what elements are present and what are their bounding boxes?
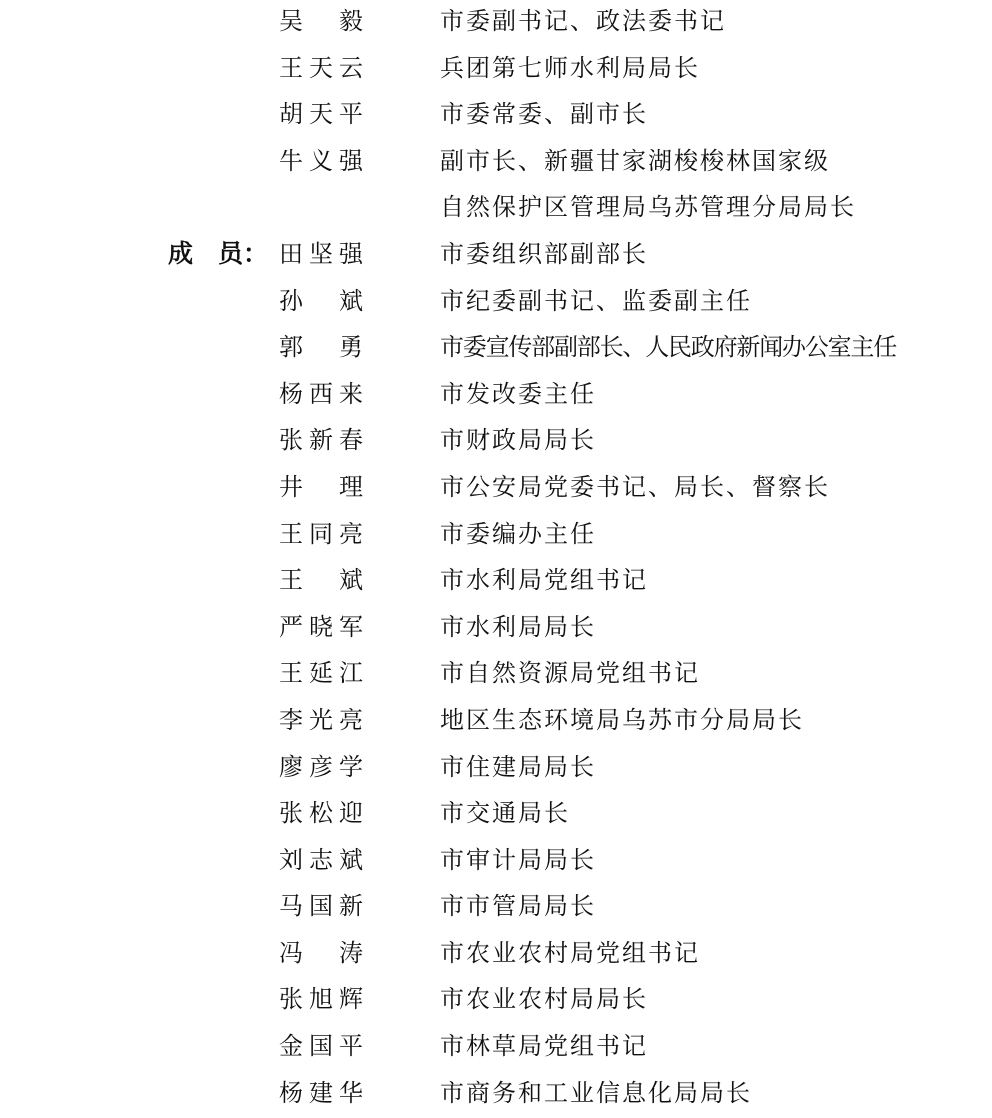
member-role: 市委编办主任 xyxy=(440,519,596,548)
member-role: 市委宣传部副部长、人民政府新闻办公室主任 xyxy=(440,333,896,362)
roster-row xyxy=(0,652,992,699)
member-name: 李光亮 xyxy=(279,705,363,734)
roster-row-continuation xyxy=(0,186,992,233)
member-name: 孙 斌 xyxy=(279,286,363,315)
member-name: 王天云 xyxy=(279,53,363,82)
member-role: 市水利局党组书记 xyxy=(440,566,648,595)
roster-row xyxy=(0,233,992,280)
roster-row xyxy=(0,1025,992,1072)
member-name: 吴 毅 xyxy=(279,7,363,35)
member-name: 严晓军 xyxy=(279,612,363,641)
member-role: 市林草局党组书记 xyxy=(440,1032,648,1061)
member-role: 市委常委、副市长 xyxy=(440,100,648,129)
member-name: 金国平 xyxy=(279,1032,363,1061)
roster-row xyxy=(0,932,992,979)
members-heading: 成 员： xyxy=(168,238,269,268)
roster-row xyxy=(0,513,992,560)
roster-row xyxy=(0,606,992,653)
member-role: 市农业农村局党组书记 xyxy=(440,938,700,967)
member-role: 市住建局局长 xyxy=(440,752,596,781)
member-name: 王同亮 xyxy=(279,519,363,548)
member-name: 牛义强 xyxy=(279,146,363,175)
member-name: 田坚强 xyxy=(279,239,363,268)
member-role: 地区生态环境局乌苏市分局局长 xyxy=(440,705,804,734)
member-name: 井 理 xyxy=(279,472,363,501)
member-name: 刘志斌 xyxy=(279,845,363,874)
roster-row xyxy=(0,47,992,94)
member-name: 胡天平 xyxy=(279,100,363,129)
roster-row xyxy=(0,280,992,327)
member-name: 杨建华 xyxy=(279,1078,363,1107)
roster-row xyxy=(0,419,992,466)
member-role: 市发改委主任 xyxy=(440,379,596,408)
roster-row xyxy=(0,978,992,1025)
member-role: 市纪委副书记、监委副主任 xyxy=(440,286,752,315)
roster-row xyxy=(0,1072,992,1118)
roster-row xyxy=(0,839,992,886)
roster-row xyxy=(0,140,992,187)
roster-row xyxy=(0,466,992,513)
member-role: 市农业农村局局长 xyxy=(440,985,648,1014)
member-name: 廖彦学 xyxy=(279,752,363,781)
member-role: 副市长、新疆甘家湖梭梭林国家级 xyxy=(440,146,830,175)
member-role: 兵团第七师水利局局长 xyxy=(440,53,700,82)
member-role: 市委组织部副部长 xyxy=(440,239,648,268)
member-role: 市公安局党委书记、局长、督察长 xyxy=(440,472,830,501)
roster-row xyxy=(0,699,992,746)
roster-row xyxy=(0,373,992,420)
member-role: 市审计局局长 xyxy=(440,845,596,874)
member-role: 市交通局长 xyxy=(440,799,570,828)
member-name: 马国新 xyxy=(279,892,363,921)
member-name: 郭 勇 xyxy=(279,333,363,362)
roster-row xyxy=(0,746,992,793)
member-name: 张松迎 xyxy=(279,799,363,828)
member-name: 冯 涛 xyxy=(279,938,363,967)
member-role: 市财政局局长 xyxy=(440,426,596,455)
roster-row xyxy=(0,559,992,606)
roster-row xyxy=(0,0,992,47)
member-name: 杨西来 xyxy=(279,379,363,408)
member-role: 市市管局局长 xyxy=(440,892,596,921)
roster-row xyxy=(0,885,992,932)
member-role: 自然保护区管理局乌苏管理分局局长 xyxy=(440,193,856,222)
roster-row xyxy=(0,93,992,140)
member-name: 张旭辉 xyxy=(279,985,363,1014)
member-role: 市水利局局长 xyxy=(440,612,596,641)
member-name: 王 斌 xyxy=(279,566,363,595)
member-name: 王延江 xyxy=(279,659,363,688)
roster-row xyxy=(0,792,992,839)
member-role: 市委副书记、政法委书记 xyxy=(440,7,726,35)
member-name: 张新春 xyxy=(279,426,363,455)
roster-row xyxy=(0,326,992,373)
member-role: 市自然资源局党组书记 xyxy=(440,659,700,688)
member-role: 市商务和工业信息化局局长 xyxy=(440,1078,752,1107)
